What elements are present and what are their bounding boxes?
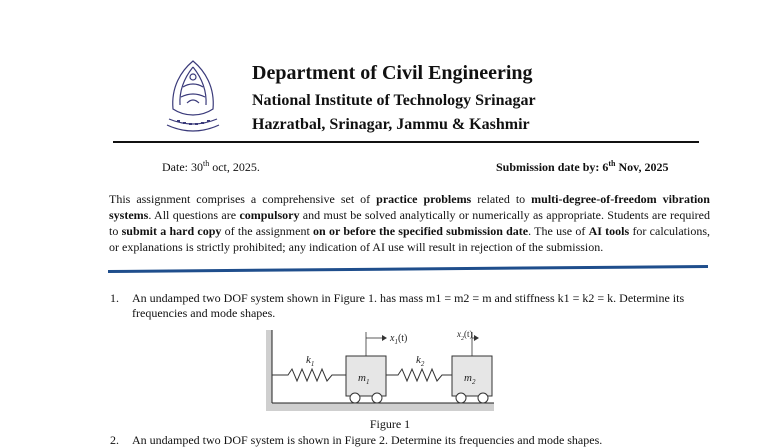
assignment-instructions: This assignment comprises a comprehensive set of practice problems related to multi-degree-of-freedom vibration systems. All questions are compulsory and must be solved analytically or numerically as appropriate. Students are required to submit a hard copy of the assignment on or before the specified submission date. The use of AI tools for calculations, or explanations is strictly prohibited; any indication of AI use will result in rejection of the submission. bbox=[109, 192, 710, 254]
figure-1-diagram bbox=[266, 328, 496, 412]
figure-1-caption: Figure 1 bbox=[369, 417, 411, 431]
mass-m1-block bbox=[346, 356, 386, 396]
spring-k1-label: $k_1$ bbox=[306, 354, 315, 368]
displacement-x2-label: $x_2(t)$ bbox=[457, 329, 473, 342]
mass-m2-label: $m_2$ bbox=[464, 372, 476, 386]
displacement-x1-label: $x_1(t)$ bbox=[390, 333, 408, 346]
question-2-text: An undamped two DOF system is shown in Figure 2. Determine its frequencies and mode shapes. bbox=[132, 433, 603, 447]
assignment-date: Date: 30th oct, 2025. bbox=[162, 159, 260, 174]
nit-srinagar-emblem bbox=[163, 57, 223, 137]
department-title: Department of Civil Engineering bbox=[252, 62, 533, 84]
institute-name: National Institute of Technology Srinagar bbox=[252, 92, 536, 109]
mass-m2-block bbox=[452, 356, 492, 396]
question-1-text: An undamped two DOF system shown in Figure 1. has mass m1 = m2 = m and stiffness k1 = k2 = k. Determine its frequencies and mode shapes. bbox=[132, 291, 685, 320]
institute-address: Hazratbal, Srinagar, Jammu & Kashmir bbox=[252, 116, 530, 133]
submission-date: Submission date by: 6th Nov, 2025 bbox=[496, 159, 669, 174]
spring-k2-label: $k_2$ bbox=[416, 354, 425, 368]
mass-m1-label: $m_1$ bbox=[358, 372, 370, 386]
question-1-number: 1. bbox=[110, 291, 119, 305]
header-divider bbox=[113, 141, 699, 143]
question-2-number: 2. bbox=[110, 433, 119, 447]
